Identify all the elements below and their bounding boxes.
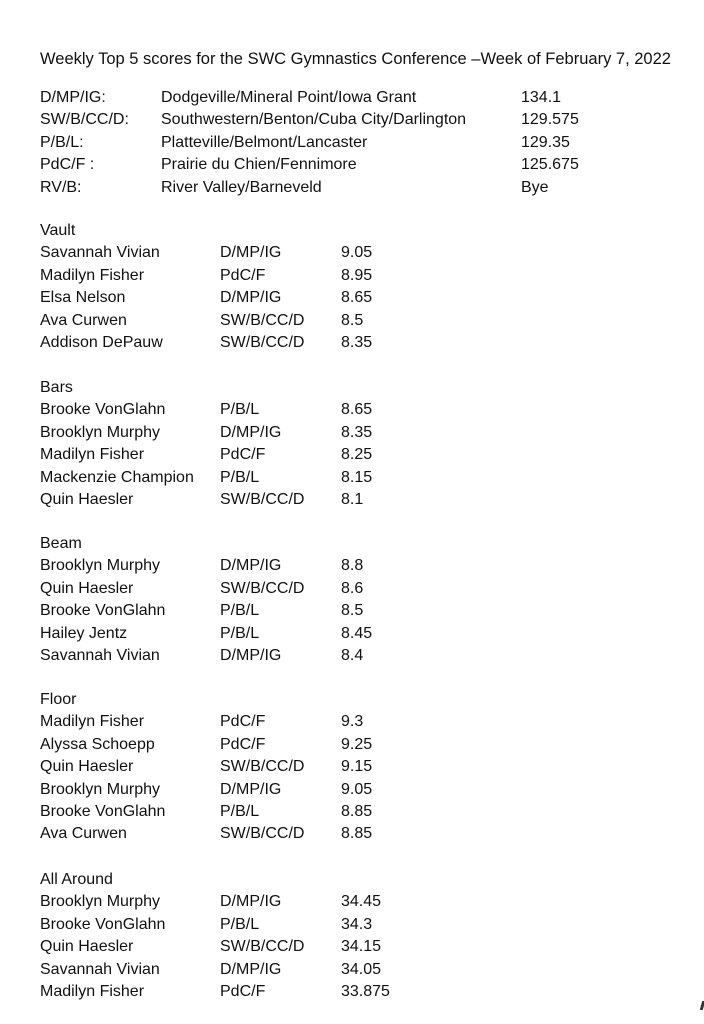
score-row: [40, 982, 390, 1005]
gymnast-team: PdC/F: [220, 713, 266, 731]
gymnast-name: Quin Haesler: [40, 490, 134, 508]
gymnast-score: 8.65: [341, 289, 373, 307]
gymnast-score: 8.35: [341, 333, 373, 351]
page-title: Weekly Top 5 scores for the SWC Gymnastics Conference –Week of February 7, 2022: [40, 50, 671, 68]
gymnast-name: Brooke VonGlahn: [40, 401, 166, 419]
gymnast-team: SW/B/CC/D: [220, 311, 305, 329]
gymnast-name: Hailey Jentz: [40, 624, 128, 642]
team-score: Bye: [521, 178, 549, 196]
score-row: [40, 646, 364, 669]
gymnast-name: Quin Haesler: [40, 938, 134, 956]
gymnast-score: 9.3: [341, 713, 364, 731]
team-score: 129.35: [521, 133, 570, 151]
gymnast-name: Ava Curwen: [40, 311, 127, 329]
gymnast-score: 9.05: [341, 780, 373, 798]
page-edge-mark: [700, 1001, 704, 1010]
team-full-name: River Valley/Barneveld: [161, 178, 322, 196]
score-row: [40, 579, 364, 602]
score-row: [40, 446, 373, 468]
score-row: [40, 266, 373, 289]
team-abbreviation: P/B/L:: [40, 133, 84, 151]
gymnast-score: 8.8: [341, 557, 364, 575]
gymnast-score: 8.85: [341, 825, 373, 843]
gymnast-score: 34.45: [341, 893, 382, 911]
vault-section: [40, 222, 373, 356]
team-score: 129.575: [521, 111, 579, 129]
gymnast-name: Brooklyn Murphy: [40, 557, 161, 575]
gymnast-name: Ava Curwen: [40, 825, 127, 843]
score-row: [40, 802, 373, 825]
gymnast-team: D/MP/IG: [220, 960, 282, 978]
bars-section: [40, 379, 373, 513]
gymnast-name: Madilyn Fisher: [40, 266, 145, 284]
score-row: [40, 915, 373, 938]
team-full-name: Dodgeville/Mineral Point/Iowa Grant: [161, 89, 417, 106]
gymnast-team: D/MP/IG: [220, 423, 282, 441]
gymnast-name: Brooklyn Murphy: [40, 780, 161, 798]
score-row: [40, 960, 382, 983]
gymnast-team: PdC/F: [220, 266, 266, 284]
gymnast-score: 9.25: [341, 735, 373, 753]
gymnast-score: 8.5: [341, 602, 364, 620]
gymnast-team: P/B/L: [220, 915, 260, 933]
gymnast-name: Brooklyn Murphy: [40, 893, 161, 911]
score-row: [40, 713, 364, 735]
score-row: [40, 468, 373, 491]
gymnast-score: 34.15: [341, 938, 382, 956]
gymnast-name: Madilyn Fisher: [40, 446, 145, 464]
gymnast-team: PdC/F: [220, 982, 266, 1000]
gymnast-team: SW/B/CC/D: [220, 333, 305, 351]
gymnast-name: Savannah Vivian: [40, 646, 160, 664]
gymnast-team: P/B/L: [220, 401, 260, 419]
gymnast-name: Quin Haesler: [40, 579, 134, 597]
gymnast-team: PdC/F: [220, 735, 266, 753]
gymnast-name: Mackenzie Champion: [40, 468, 194, 486]
team-score: 125.675: [521, 156, 579, 174]
score-row: [40, 735, 373, 758]
gymnast-name: Alyssa Schoepp: [40, 735, 155, 753]
score-row: [40, 602, 364, 624]
gymnast-team: D/MP/IG: [220, 557, 282, 575]
gymnast-score: 8.35: [341, 423, 373, 441]
gymnast-name: Quin Haesler: [40, 758, 134, 776]
team-abbreviation: SW/B/CC/D:: [40, 111, 129, 129]
gymnast-team: SW/B/CC/D: [220, 758, 305, 776]
team-score: 134.1: [521, 89, 562, 106]
floor-section: [40, 691, 373, 848]
gymnast-name: Addison DePauw: [40, 333, 163, 351]
team-full-name: Platteville/Belmont/Lancaster: [161, 133, 368, 151]
gymnast-name: Brooke VonGlahn: [40, 802, 166, 820]
score-row: [40, 825, 373, 847]
gymnast-team: P/B/L: [220, 624, 260, 642]
score-row: [40, 244, 373, 266]
gymnast-team: P/B/L: [220, 602, 260, 620]
gymnast-name: Madilyn Fisher: [40, 713, 145, 731]
gymnast-team: PdC/F: [220, 446, 266, 464]
gymnast-team: D/MP/IG: [220, 893, 282, 911]
section-title: Bars: [40, 379, 73, 396]
gymnast-score: 8.65: [341, 401, 373, 419]
gymnast-team: P/B/L: [220, 468, 260, 486]
section-title: Beam: [40, 535, 82, 552]
gymnast-score: 8.85: [341, 802, 373, 820]
gymnast-score: 34.3: [341, 915, 373, 933]
score-row: [40, 780, 373, 803]
gymnast-score: 33.875: [341, 982, 390, 1000]
gymnast-team: D/MP/IG: [220, 646, 282, 664]
gymnast-score: 8.45: [341, 624, 373, 642]
gymnast-score: 34.05: [341, 960, 382, 978]
team-full-name: Prairie du Chien/Fennimore: [161, 156, 357, 174]
team-abbreviation: PdC/F :: [40, 156, 95, 174]
team-full-name: Southwestern/Benton/Cuba City/Darlington: [161, 111, 467, 129]
score-row: [40, 311, 364, 334]
gymnast-name: Elsa Nelson: [40, 289, 126, 307]
gymnast-score: 8.6: [341, 579, 364, 597]
gymnast-name: Brooklyn Murphy: [40, 423, 161, 441]
score-row: [40, 289, 373, 311]
score-row: [40, 938, 382, 960]
gymnast-name: Savannah Vivian: [40, 244, 160, 262]
score-row: [40, 758, 373, 780]
gymnast-score: 8.5: [341, 311, 364, 329]
gymnast-name: Madilyn Fisher: [40, 982, 145, 1000]
gymnast-score: 8.95: [341, 266, 373, 284]
score-row: [40, 557, 364, 579]
score-row: [40, 490, 364, 513]
gymnast-score: 8.4: [341, 646, 364, 664]
gymnast-score: 9.15: [341, 758, 373, 776]
gymnast-team: D/MP/IG: [220, 780, 282, 798]
gymnast-score: 8.25: [341, 446, 373, 464]
gymnast-team: P/B/L: [220, 802, 260, 820]
gymnast-team: SW/B/CC/D: [220, 490, 305, 508]
all-around-section: [40, 871, 390, 1005]
beam-section: [40, 535, 373, 669]
gymnast-team: SW/B/CC/D: [220, 825, 305, 843]
gymnast-team: D/MP/IG: [220, 289, 282, 307]
gymnast-score: 8.1: [341, 490, 364, 508]
gymnast-team: SW/B/CC/D: [220, 579, 305, 597]
team-abbreviation: RV/B:: [40, 178, 82, 196]
score-row: [40, 333, 373, 356]
section-title: All Around: [40, 871, 113, 888]
gymnast-score: 9.05: [341, 244, 373, 262]
score-row: [40, 893, 382, 915]
team-abbreviation: D/MP/IG:: [40, 89, 106, 106]
gymnast-name: Brooke VonGlahn: [40, 915, 166, 933]
section-title: Vault: [40, 222, 76, 239]
score-row: [40, 624, 373, 647]
section-title: Floor: [40, 691, 77, 708]
gymnast-team: D/MP/IG: [220, 244, 282, 262]
gymnast-score: 8.15: [341, 468, 373, 486]
score-row: [40, 401, 373, 423]
gymnast-name: Brooke VonGlahn: [40, 602, 166, 620]
gymnast-team: SW/B/CC/D: [220, 938, 305, 956]
gymnast-name: Savannah Vivian: [40, 960, 160, 978]
score-row: [40, 423, 373, 446]
